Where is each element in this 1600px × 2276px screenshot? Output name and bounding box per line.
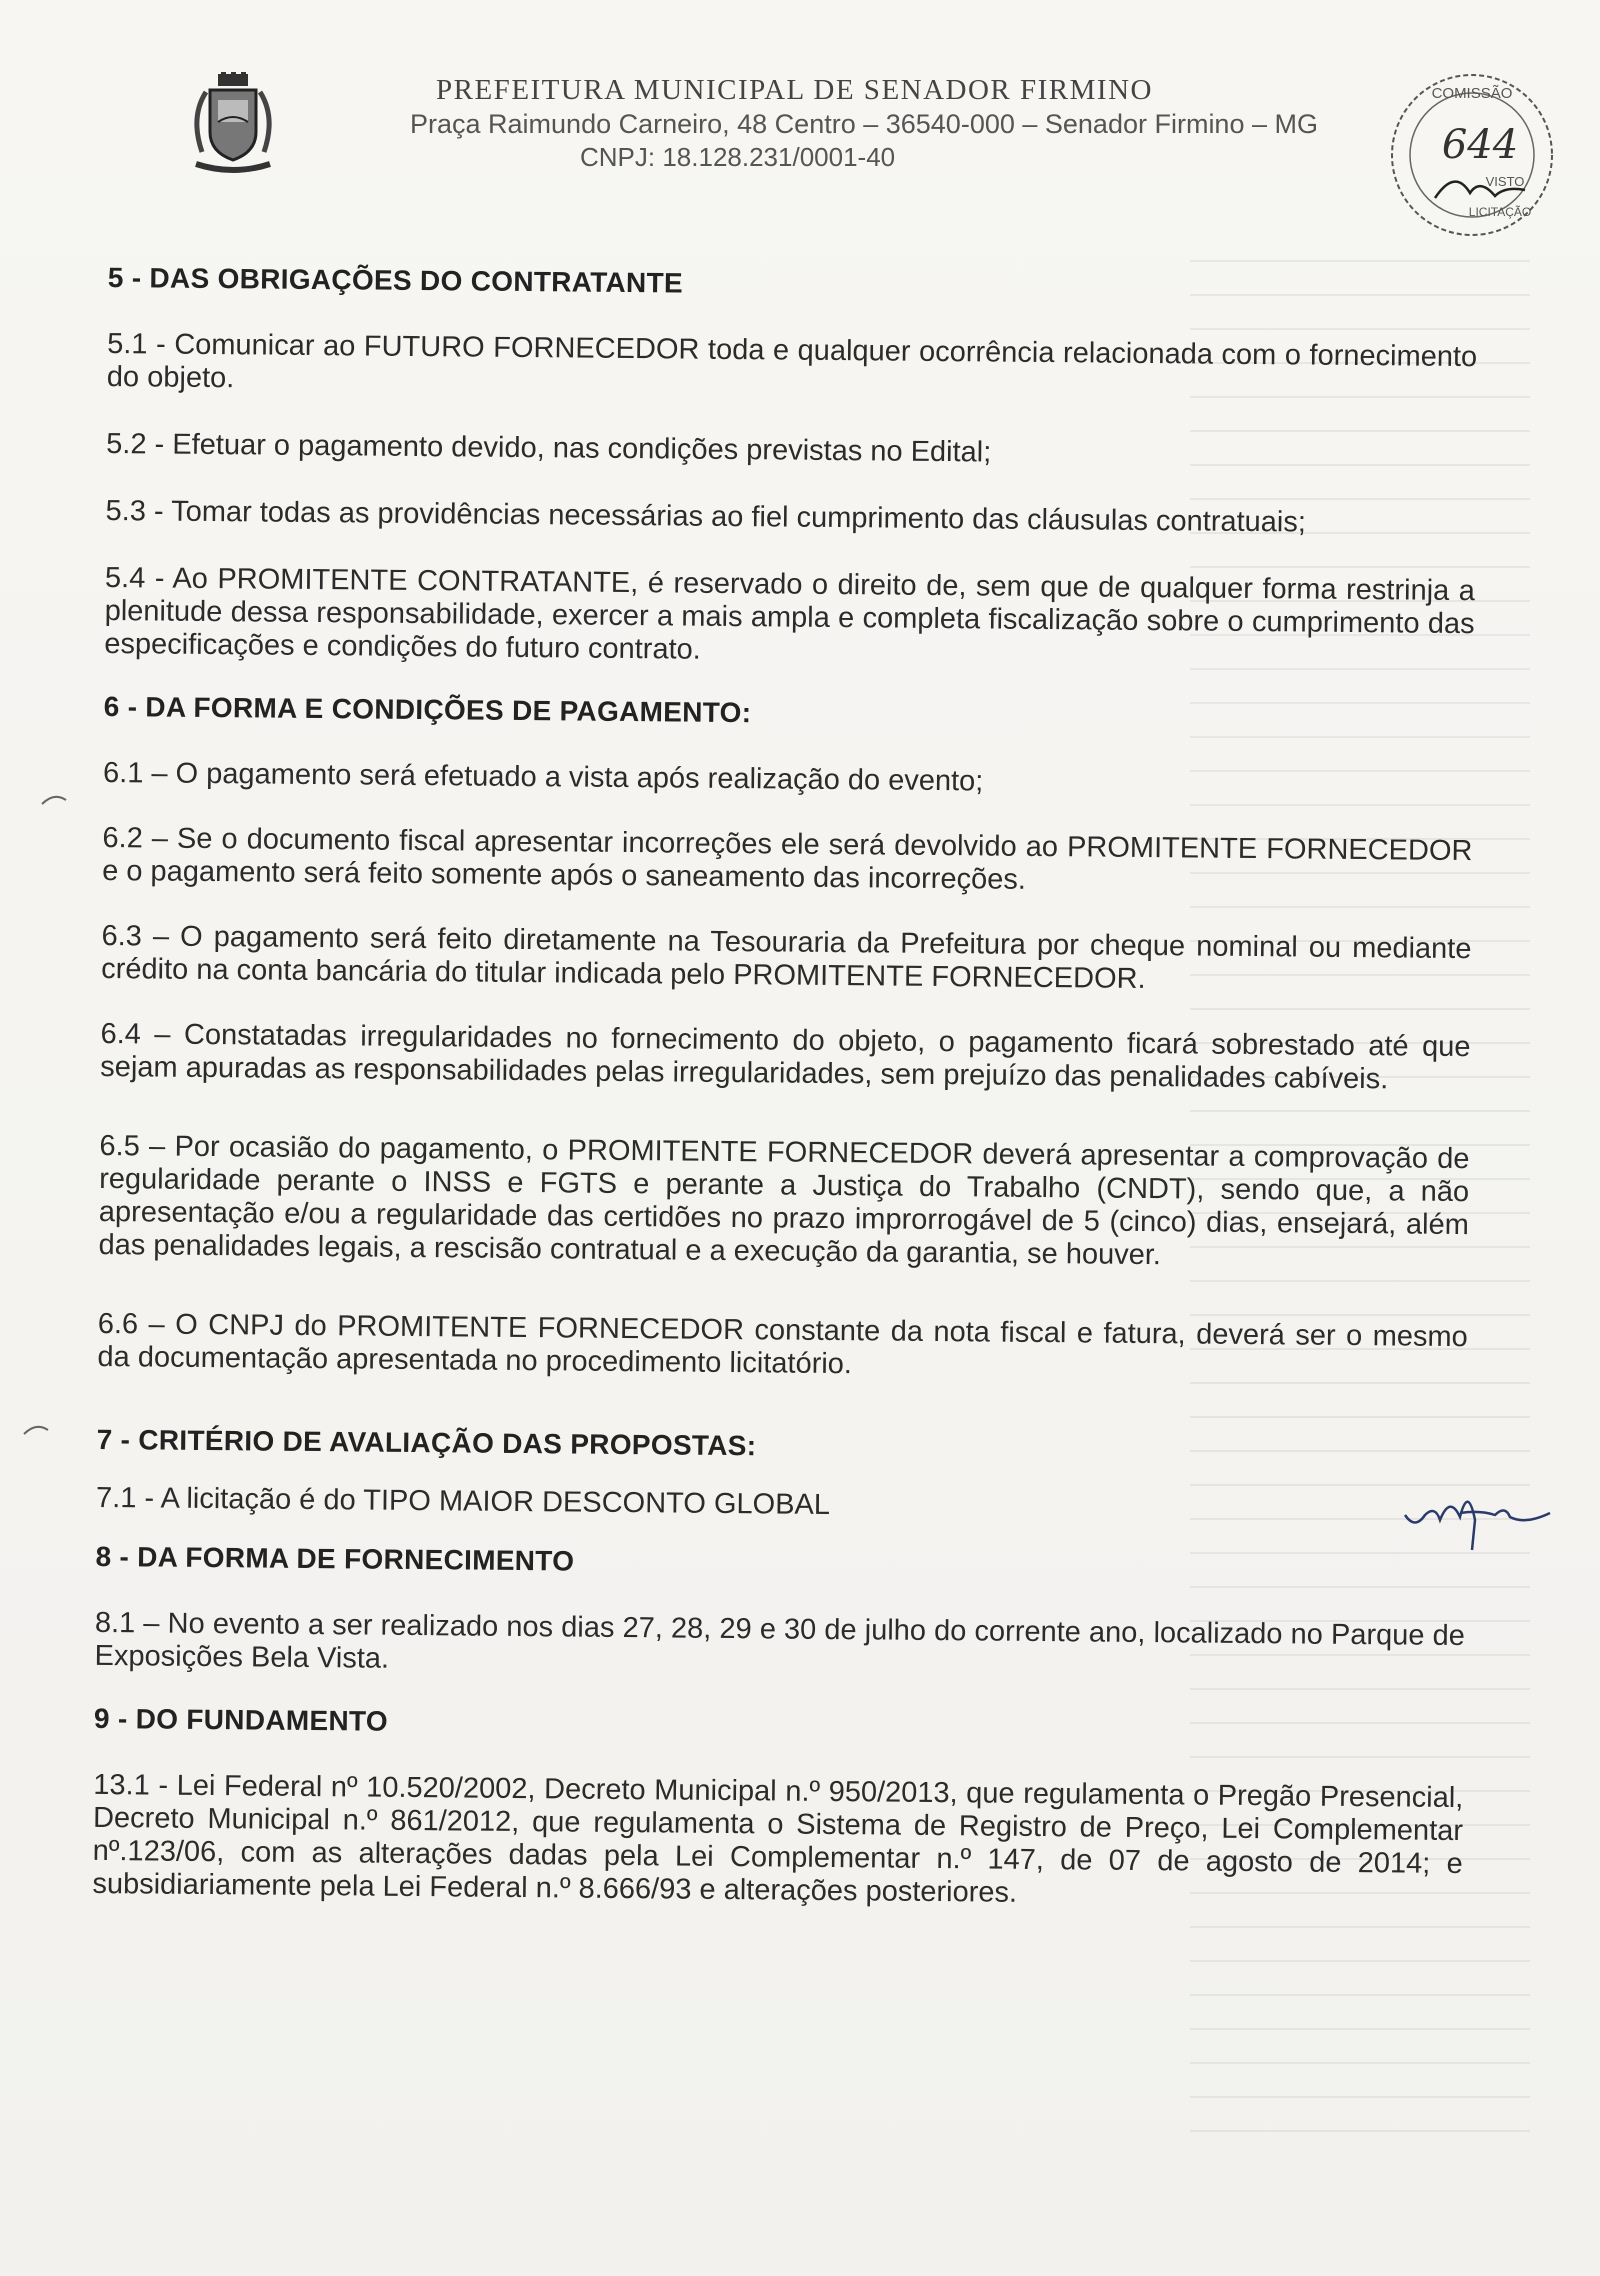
clause-5-4: 5.4 - Ao PROMITENTE CONTRATANTE, é reservado o direito de, sem que de qualquer forma restrinja a plenitude dessa responsabilidade, exercer a mais ampla e completa fiscalização sobre o cumprimento das especificações e condições do futuro contrato. [104, 561, 1476, 666]
section-heading-6: 6 - DA FORMA E CONDIÇÕES DE PAGAMENTO: [103, 690, 752, 729]
letterhead [410, 74, 1370, 173]
stamp-top-text: COMISSÃO [1431, 85, 1513, 102]
stamp-mid-text: VISTO [1485, 174, 1525, 189]
clause-6-6: 6.6 – O CNPJ do PROMITENTE FORNECEDOR constante da nota fiscal e fatura, deverá ser o mesmo da documentação apresentada no procedimento licitatório. [97, 1307, 1468, 1381]
clause-5-1: 5.1 - Comunicar ao FUTURO FORNECEDOR toda e qualquer ocorrência relacionada com o fornecimento do objeto. [106, 327, 1478, 395]
clause-6-5: 6.5 – Por ocasião do pagamento, o PROMITENTE FORNECEDOR deverá apresentar a comprovação de regularidade perante o INSS e FGTS e perante a Justiça do Trabalho (CNDT), sendo que, a não apresentação e/ou a regularidade das certidões no prazo improrrogável de 5 (cinco) dias, ensejará, além das penalidades legais, a rescisão contratual e a execução da garantia, se houver. [98, 1129, 1470, 1272]
letterhead-address: Praça Raimundo Carneiro, 48 Centro – 36540-000 – Senador Firmino – MG [410, 109, 1318, 139]
section-heading-9: 9 - DO FUNDAMENTO [93, 1702, 389, 1737]
clause-5-3: 5.3 - Tomar todas as providências necessárias ao fiel cumprimento das cláusulas contratuais; [105, 494, 1307, 539]
margin-mark [22, 1420, 50, 1438]
stamp-bottom-text: LICITAÇÃO [1468, 205, 1532, 219]
handwritten-initials [1400, 1475, 1560, 1555]
clause-6-4: 6.4 – Constatadas irregularidades no fornecimento do objeto, o pagamento ficará sobrestado até que sejam apuradas as responsabilidades pelas irregularidades, sem prejuízo das penalidades cabíveis. [100, 1017, 1471, 1096]
clause-7-1: 7.1 - A licitação é do TIPO MAIOR DESCONTO GLOBAL [95, 1481, 831, 1521]
stamp-page-number: 644 [1441, 122, 1519, 168]
letterhead-cnpj: CNPJ: 18.128.231/0001-40 [580, 142, 896, 172]
clause-13-1: 13.1 - Lei Federal nº 10.520/2002, Decreto Municipal n.º 950/2013, que regulamenta o Pregão Presencial, Decreto Municipal n.º 861/2012, que regulamenta o Sistema de Registro de Preço, Lei Complementar nº.123/06, com as alterações dadas pela Lei Complementar n.º 147, de 07 de agosto de 2014; e subsidiariamente pela Lei Federal n.º 8.666/93 e alterações posteriores. [92, 1768, 1464, 1909]
letterhead-title: PREFEITURA MUNICIPAL DE SENADOR FIRMINO [436, 74, 1153, 106]
clause-5-2: 5.2 - Efetuar o pagamento devido, nas condições previstas no Edital; [106, 427, 992, 469]
document-body [92, 262, 1478, 1914]
clause-6-1: 6.1 – O pagamento será efetuado a vista após realização do evento; [102, 756, 984, 798]
clause-8-1: 8.1 – No evento a ser realizado nos dias 27, 28, 29 e 30 de julho do corrente ano, localizado no Parque de Exposições Bela Vista. [94, 1606, 1466, 1675]
clause-6-3: 6.3 – O pagamento será feito diretamente na Tesouraria da Prefeitura por cheque nominal ou mediante crédito na conta bancária do titular indicada pelo PROMITENTE FORNECEDOR. [101, 919, 1472, 995]
margin-mark [40, 790, 68, 808]
section-heading-5: 5 - DAS OBRIGAÇÕES DO CONTRATANTE [107, 262, 684, 299]
clause-6-2: 6.2 – Se o documento fiscal apresentar incorreções ele será devolvido ao PROMITENTE FORNECEDOR e o pagamento será feito somente após o saneamento das incorreções. [102, 821, 1473, 896]
commission-stamp [1385, 68, 1560, 243]
municipal-crest-logo [188, 72, 278, 177]
section-heading-8: 8 - DA FORMA DE FORNECIMENTO [95, 1540, 575, 1577]
section-heading-7: 7 - CRITÉRIO DE AVALIAÇÃO DAS PROPOSTAS: [96, 1423, 757, 1462]
